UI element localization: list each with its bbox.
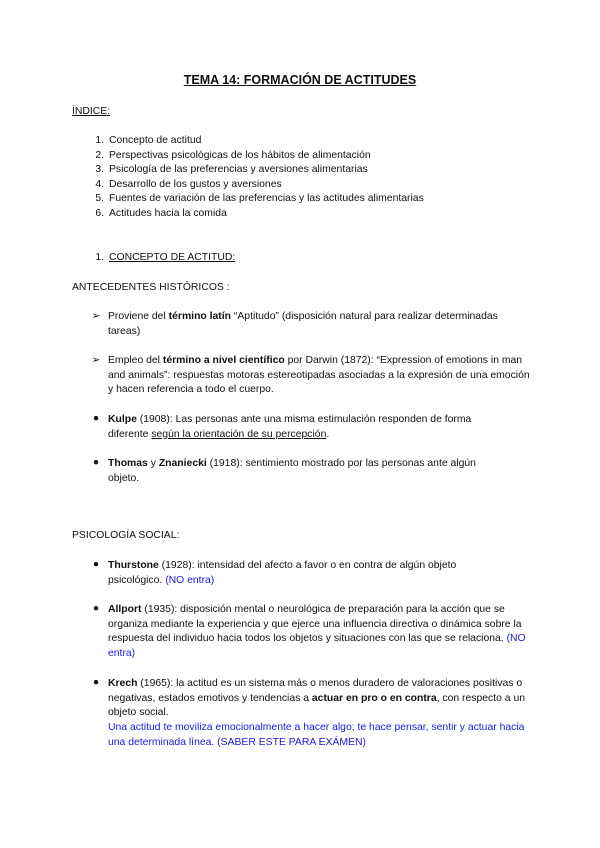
- note-no-entra: (NO entra): [165, 574, 215, 586]
- index-text: Perspectivas psicológicas de los hábitos de alimentación: [109, 150, 371, 161]
- bullet-icon: ●: [92, 457, 100, 468]
- index-heading: ÍNDICE:: [72, 106, 111, 117]
- index-text: Desarrollo de los gustos y aversiones: [109, 179, 282, 190]
- index-number: 1.: [95, 135, 104, 146]
- note-saber-examen: Una actitud te moviliza emocionalmente a hacer algo; te hace pensar, sentir y actuar hacia una determinada línea. (SABER ESTE PARA EXÁMEN): [108, 722, 525, 748]
- index-number: 2.: [95, 150, 104, 161]
- psicologia-item: Thurstone (1928): intensidad del afecto a favor o en contra de algún objeto psicológico. (NO entra): [108, 560, 457, 586]
- bullet-icon: ●: [92, 559, 100, 570]
- psicologia-item: Krech (1965): la actitud es un sistema más o menos duradero de valoraciones positivas o negativas, estados emotivos y tendencias a actuar en pro o en contra, con respecto a un objeto social. Una actitud te moviliza emocionalmente a hacer algo; te hace pensar, sentir y actuar hacia una determinada línea. (SABER ESTE PARA EXÁMEN): [108, 678, 526, 748]
- psicologia-social-heading: PSICOLOGÍA SOCIAL:: [72, 530, 180, 541]
- document-title: TEMA 14: FORMACIÓN DE ACTITUDES: [183, 73, 417, 87]
- bullet-icon: ●: [92, 677, 100, 688]
- index-text: Actitudes hacia la comida: [109, 208, 227, 219]
- index-text: Fuentes de variación de las preferencias y las actitudes alimentarias: [109, 193, 424, 204]
- section-number: 1.: [95, 252, 104, 263]
- antecedente-item: Kulpe (1908): Las personas ante una misma estimulación responden de forma diferente según la orientación de su percepción.: [108, 414, 472, 440]
- bullet-icon: ●: [92, 413, 100, 424]
- index-text: Psicología de las preferencias y aversiones alimentarias: [109, 164, 368, 175]
- index-number: 5.: [95, 193, 104, 204]
- arrow-bullet-icon: ➢: [91, 311, 101, 322]
- index-number: 6.: [95, 208, 104, 219]
- index-number: 4.: [95, 179, 104, 190]
- index-text: Concepto de actitud: [109, 135, 202, 146]
- bullet-icon: ●: [92, 603, 100, 614]
- antecedente-item: Thomas y Znaniecki (1918): sentimiento mostrado por las personas ante algún objeto.: [108, 458, 476, 484]
- antecedente-item: Proviene del término latín “Aptitudo” (disposición natural para realizar determinadas tareas): [108, 311, 498, 337]
- psicologia-item: Allport (1935): disposición mental o neurológica de preparación para la acción que se organiza mediante la experiencia y que ejerce una influencia directiva o dinámica sobre la respuesta del individuo hacia todos los objetos y situaciones con las que se relaciona. (NO entra): [108, 604, 526, 660]
- arrow-bullet-icon: ➢: [91, 355, 101, 366]
- index-number: 3.: [95, 164, 104, 175]
- note-no-entra: (NO entra): [108, 633, 526, 660]
- antecedentes-heading: ANTECEDENTES HISTÓRICOS :: [72, 282, 230, 293]
- antecedente-item: Empleo del término a nivel científico por Darwin (1872): “Expression of emotions in man and animals”: respuestas motoras estereotipadas asociadas a la expresión de una emoción y hacen referencia a todo el cuerpo.: [108, 355, 530, 396]
- section-title: CONCEPTO DE ACTITUD:: [109, 252, 236, 263]
